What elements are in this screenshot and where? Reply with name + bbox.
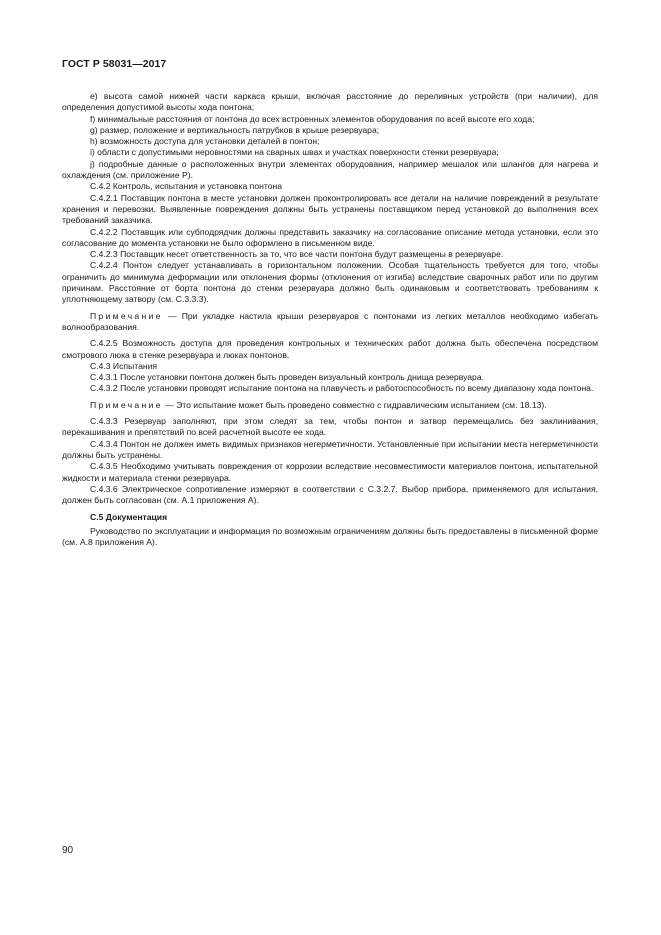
paragraph-c435: С.4.3.5 Необходимо учитывать повреждения от коррозии вследствие несовместимости материалов понтона, испытательной жидкости и материала стенки резервуара.: [62, 461, 598, 483]
page-number: 90: [62, 845, 74, 856]
paragraph-c422: С.4.2.2 Поставщик или субподрядчик должны представить заказчику на согласование описание метода установки, если это согласование до момента установки не было оформлено в письменном виде.: [62, 226, 598, 248]
paragraph-c424: С.4.2.4 Понтон следует устанавливать в горизонтальном положении. Особая тщательность требуется для того, чтобы ограничить до минимума деформации или отклонения формы (отклонения от изгиба) вследствие сварочных работ или по другим причинам. Расстояние от борта понтона до стенки резервуара должно быть одинаковым и соответствовать требованиям к уплотняющему затвору (см. С.3.3.3).: [62, 260, 598, 305]
paragraph-c5: Руководство по эксплуатации и информация по возможным ограничениям должны быть предоставлены в письменной форме (см. А.8 приложения А).: [62, 525, 598, 547]
paragraph-c433: С.4.3.3 Резервуар заполняют, при этом следят за тем, чтобы понтон и затвор перемещались без заклинивания, перекашивания и препятствий по всей расчетной высоте ее хода.: [62, 416, 598, 438]
note-label: Примечание: [90, 399, 163, 410]
document-body: [62, 91, 598, 548]
paragraph-item-f: f) минимальные расстояния от понтона до всех встроенных элементов оборудования по всей высоте его хода;: [90, 113, 535, 124]
paragraph-c423: С.4.2.3 Поставщик несет ответственность за то, что все части понтона будут размещены в резервуаре.: [90, 249, 504, 260]
section-c43-title: С.4.3 Испытания: [90, 360, 158, 371]
paragraph-item-g: g) размер, положение и вертикальность патрубков в крыше резервуара;: [90, 124, 380, 135]
paragraph-c425: С.4.2.5 Возможность доступа для проведения контрольных и технических работ должна быть обеспечена посредством смотрового люка в стенке резервуара и люках понтонов.: [62, 338, 598, 360]
standard-header: ГОСТ Р 58031—2017: [62, 59, 167, 70]
paragraph-c421: С.4.2.1 Поставщик понтона в месте установки должен проконтролировать все детали на наличие повреждений в результате хранения и перевозки. Выявленные повреждения должны быть устранены поставщиком перед установкой до выполнения всех требований заказчика.: [62, 192, 598, 226]
paragraph-item-h: h) возможность доступа для установки деталей в понтон;: [90, 136, 320, 147]
paragraph-c432: С.4.3.2 После установки проводят испытание понтона на плавучесть и работоспособность по всему диапазону хода понтона.: [90, 383, 594, 394]
note-1: [62, 311, 598, 334]
section-c42-title: С.4.2 Контроль, испытания и установка понтона: [90, 181, 282, 192]
paragraph-c434: С.4.3.4 Понтон не должен иметь видимых признаков негерметичности. Установленные при испытании места негерметичности должны быть устранены.: [62, 438, 598, 460]
note-label: Примечание: [90, 310, 163, 321]
note-text: — Это испытание может быть проведено совместно с гидравлическим испытанием (см. 18.13).: [162, 399, 547, 410]
section-c5-heading: С.5 Документация: [90, 512, 168, 523]
paragraph-c436: С.4.3.6 Электрическое сопротивление измеряют в соответствии с С.3.2.7. Выбор прибора, применяемого для испытания, должен быть согласован (см. А.1 приложения А).: [62, 483, 598, 506]
paragraph-item-e: e) высота самой нижней части каркаса крыши, включая расстояние до переливных устройств (при наличии), для определения допустимой высоты хода понтона;: [62, 91, 598, 113]
note-text: — При укладке настила крыши резервуаров с понтонами из легких металлов необходимо избегать волнообразования.: [62, 310, 598, 332]
note-2: [62, 400, 598, 411]
paragraph-item-j: j) подробные данные о расположенных внутри элементах оборудования, например мешалок или шлангов для нагрева и охлаждения (см. приложение Р).: [62, 158, 598, 181]
paragraph-c431: С.4.3.1 После установки понтона должен быть проведен визуальный контроль днища резервуара.: [90, 372, 485, 383]
paragraph-item-i: i) области с допустимыми неровностями на сварных швах и участках поверхности стенки резервуара;: [90, 147, 499, 158]
